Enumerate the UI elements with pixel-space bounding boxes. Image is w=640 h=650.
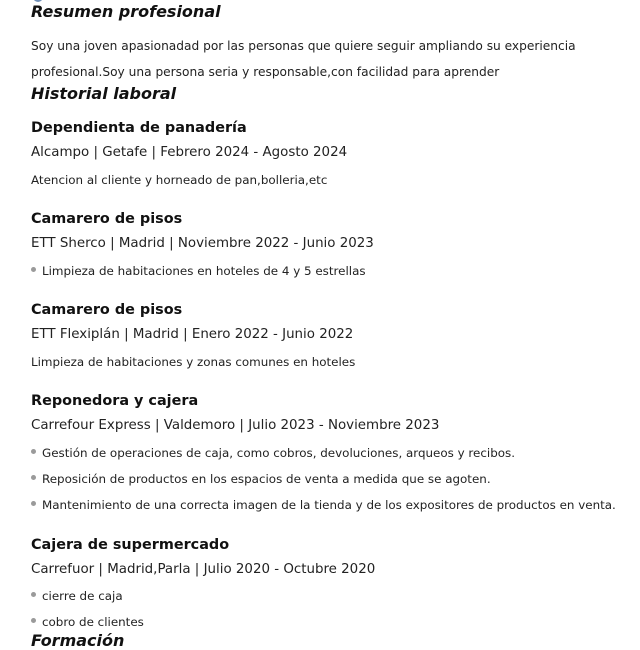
job-title: Camarero de pisos <box>31 211 183 227</box>
summary-line-1: Soy una joven apasionadad por las personas que quiere seguir ampliando su experiencia <box>31 39 576 53</box>
bullet-icon <box>31 267 36 272</box>
summary-line-2: profesional.Soy una persona seria y responsable,con facilidad para aprender <box>31 65 500 79</box>
job-title: Reponedora y cajera <box>31 393 199 409</box>
bullet-icon <box>31 475 36 480</box>
job-meta: ETT Flexiplán | Madrid | Enero 2022 - Junio 2022 <box>31 327 354 342</box>
bullet-icon <box>31 449 36 454</box>
job-description: Atencion al cliente y horneado de pan,bolleria,etc <box>31 173 328 187</box>
job-meta: ETT Sherco | Madrid | Noviembre 2022 - Junio 2023 <box>31 236 374 251</box>
bullet-icon <box>31 592 36 597</box>
job-bullet: cierre de caja <box>31 589 123 603</box>
job-bullet: cobro de clientes <box>31 615 144 629</box>
job-bullet: Mantenimiento de una correcta imagen de la tienda y de los expositores de productos en venta. <box>31 498 616 512</box>
job-meta: Alcampo | Getafe | Febrero 2024 - Agosto 2024 <box>31 145 348 160</box>
job-meta: Carrefuor | Madrid,Parla | Julio 2020 - Octubre 2020 <box>31 562 376 577</box>
history-heading: Historial laboral <box>31 84 177 103</box>
summary-heading: Resumen profesional <box>31 2 221 21</box>
job-bullet: Reposición de productos en los espacios de venta a medida que se agoten. <box>31 472 491 486</box>
bullet-icon <box>31 618 36 623</box>
education-heading: Formación <box>31 631 125 650</box>
job-title: Dependienta de panadería <box>31 120 247 136</box>
job-title: Cajera de supermercado <box>31 537 230 553</box>
job-title: Camarero de pisos <box>31 302 183 318</box>
job-description: Limpieza de habitaciones y zonas comunes en hoteles <box>31 355 356 369</box>
job-meta: Carrefour Express | Valdemoro | Julio 2023 - Noviembre 2023 <box>31 418 440 433</box>
job-bullet: Limpieza de habitaciones en hoteles de 4 y 5 estrellas <box>31 264 366 278</box>
bullet-icon <box>31 501 36 506</box>
job-bullet: Gestión de operaciones de caja, como cobros, devoluciones, arqueos y recibos. <box>31 446 515 460</box>
